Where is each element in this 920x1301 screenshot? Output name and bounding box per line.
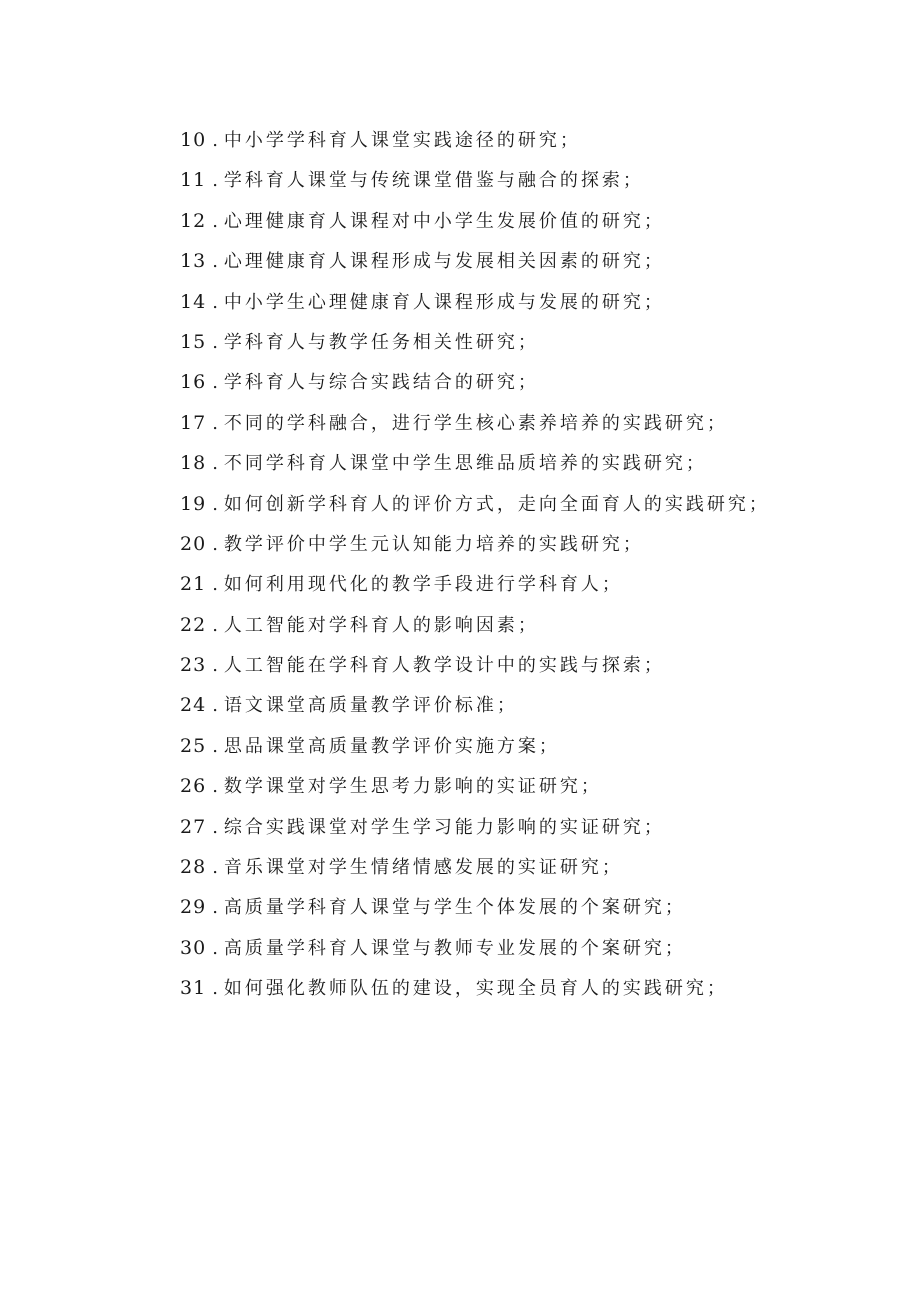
list-item	[180, 887, 880, 927]
item-text: 心理健康育人课程形成与发展相关因素的研究；	[223, 251, 665, 273]
list-item	[180, 282, 880, 322]
item-separator: .	[212, 493, 220, 515]
list-item	[180, 403, 880, 443]
item-text: 高质量学科育人课堂与教师专业发展的个案研究；	[223, 937, 686, 959]
item-text: 高质量学科育人课堂与学生个体发展的个案研究；	[223, 897, 686, 919]
item-number: 13	[180, 250, 207, 273]
item-number: 10	[180, 129, 207, 151]
item-separator: .	[212, 210, 220, 232]
item-number: 16	[180, 371, 207, 394]
list-item	[180, 443, 880, 483]
item-number: 25	[180, 734, 207, 757]
item-number: 31	[180, 977, 207, 1000]
list-item	[180, 726, 880, 766]
list-item	[180, 201, 880, 241]
item-number: 27	[180, 815, 207, 838]
item-number: 22	[180, 613, 207, 636]
item-text: 学科育人与教学任务相关性研究；	[223, 331, 539, 353]
item-number: 26	[180, 775, 207, 798]
item-number: 30	[180, 936, 207, 959]
item-separator: .	[212, 695, 220, 717]
list-item	[180, 847, 880, 887]
item-number: 12	[180, 209, 207, 232]
item-number: 19	[180, 492, 207, 515]
list-item	[180, 484, 880, 524]
item-separator: .	[212, 130, 220, 151]
item-text: 人工智能在学科育人教学设计中的实践与探索；	[223, 655, 665, 677]
item-number: 28	[180, 856, 207, 879]
topic-list	[180, 120, 880, 1009]
list-item	[180, 685, 880, 725]
item-separator: .	[212, 533, 220, 555]
item-separator: .	[212, 735, 220, 757]
item-number: 20	[180, 532, 207, 555]
item-number: 14	[180, 290, 207, 313]
item-separator: .	[212, 655, 220, 677]
item-text: 学科育人与综合实践结合的研究；	[223, 372, 539, 394]
item-text: 综合实践课堂对学生学习能力影响的实证研究；	[223, 816, 665, 838]
item-number: 18	[180, 452, 207, 475]
item-text: 数学课堂对学生思考力影响的实证研究；	[223, 776, 602, 798]
item-separator: .	[212, 170, 220, 192]
item-number: 21	[180, 573, 207, 596]
item-text: 如何强化教师队伍的建设，实现全员育人的实践研究；	[223, 978, 728, 1000]
item-text: 思品课堂高质量教学评价实施方案；	[223, 735, 560, 757]
list-item	[180, 120, 880, 160]
item-number: 17	[180, 411, 207, 434]
item-text: 如何创新学科育人的评价方式，走向全面育人的实践研究；	[223, 493, 770, 515]
list-item	[180, 645, 880, 685]
item-separator: .	[212, 816, 220, 838]
list-item	[180, 322, 880, 362]
item-separator: .	[212, 372, 220, 394]
list-item	[180, 362, 880, 402]
item-separator: .	[212, 291, 220, 313]
item-separator: .	[212, 453, 220, 475]
item-text: 人工智能对学科育人的影响因素；	[223, 614, 539, 636]
list-item	[180, 160, 880, 200]
item-separator: .	[212, 614, 220, 636]
list-item	[180, 564, 880, 604]
item-text: 中小学学科育人课堂实践途径的研究；	[223, 130, 581, 151]
item-number: 15	[180, 330, 207, 353]
item-separator: .	[212, 937, 220, 959]
item-text: 语文课堂高质量教学评价标准；	[223, 695, 518, 717]
item-separator: .	[212, 251, 220, 273]
item-text: 音乐课堂对学生情绪情感发展的实证研究；	[223, 857, 623, 879]
item-number: 24	[180, 694, 207, 717]
item-separator: .	[212, 574, 220, 596]
item-text: 不同的学科融合，进行学生核心素养培养的实践研究；	[223, 412, 728, 434]
list-item	[180, 766, 880, 806]
list-item	[180, 968, 880, 1008]
list-item	[180, 605, 880, 645]
list-item	[180, 928, 880, 968]
item-separator: .	[212, 776, 220, 798]
item-separator: .	[212, 331, 220, 353]
item-number: 29	[180, 896, 207, 919]
item-separator: .	[212, 412, 220, 434]
item-text: 心理健康育人课程对中小学生发展价值的研究；	[223, 210, 665, 232]
item-separator: .	[212, 978, 220, 1000]
item-text: 中小学生心理健康育人课程形成与发展的研究；	[223, 291, 665, 313]
list-item	[180, 807, 880, 847]
item-separator: .	[212, 857, 220, 879]
item-number: 11	[180, 169, 207, 192]
item-text: 不同学科育人课堂中学生思维品质培养的实践研究；	[223, 453, 707, 475]
item-separator: .	[212, 897, 220, 919]
item-text: 教学评价中学生元认知能力培养的实践研究；	[223, 533, 644, 555]
item-text: 学科育人课堂与传统课堂借鉴与融合的探索；	[223, 170, 644, 192]
list-item	[180, 524, 880, 564]
item-text: 如何利用现代化的教学手段进行学科育人；	[223, 574, 623, 596]
item-number: 23	[180, 654, 207, 677]
list-item	[180, 241, 880, 281]
